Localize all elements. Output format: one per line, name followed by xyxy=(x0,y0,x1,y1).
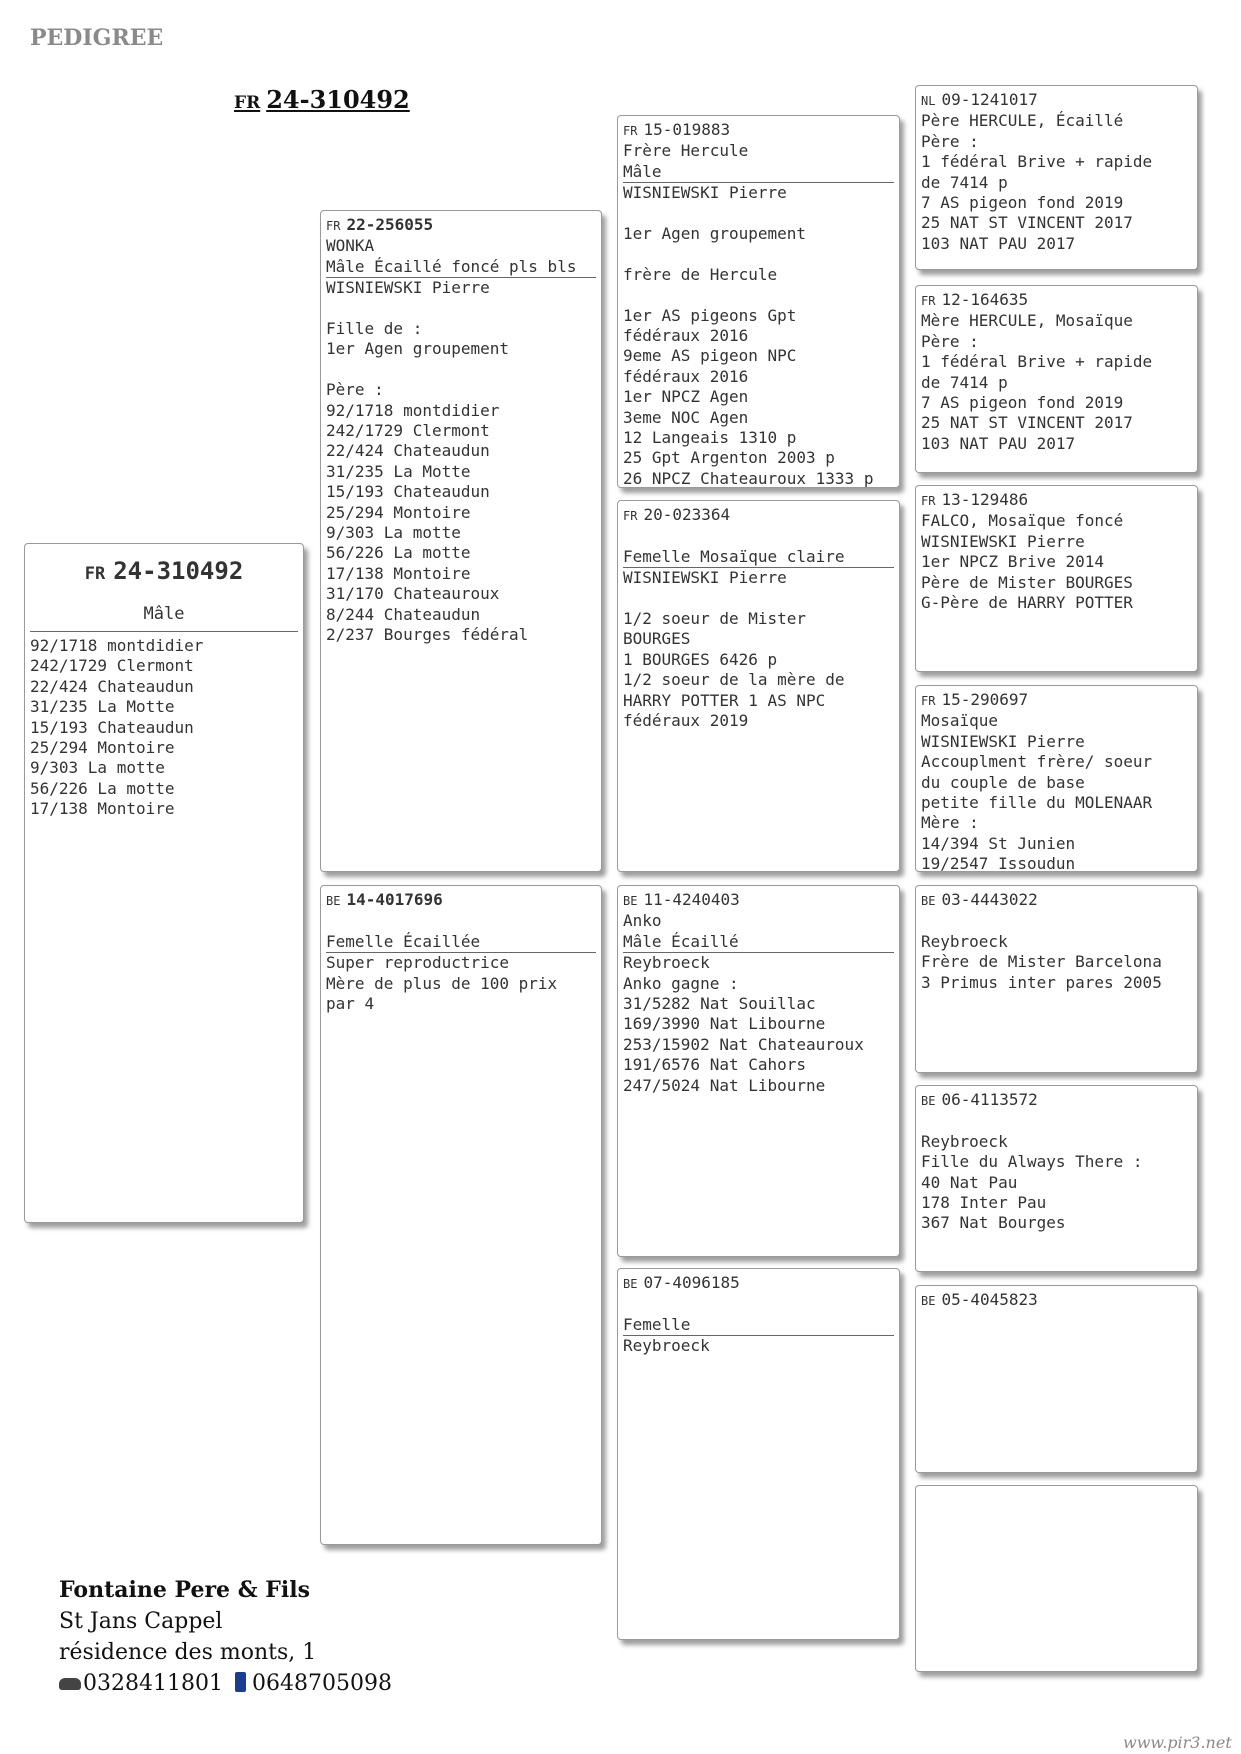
info-line: petite fille du MOLENAAR xyxy=(921,793,1153,813)
father-mother-card xyxy=(617,500,900,872)
pigeon-color: Femelle Mosaïque claire xyxy=(623,547,894,568)
info-line: 25/294 Montoire xyxy=(326,502,471,522)
breeder-name: Fontaine Pere & Fils xyxy=(59,1577,310,1603)
info-line: 8/244 Chateaudun xyxy=(326,604,481,624)
ffm-card xyxy=(915,285,1198,473)
info-line: Père de Mister BOURGES xyxy=(921,572,1133,592)
info-line xyxy=(921,1111,1192,1131)
ring-value: 13-129486 xyxy=(941,490,1029,509)
info-line: Mosaïque xyxy=(921,711,999,731)
ring-number xyxy=(921,1290,1192,1311)
info-line: 12 Langeais 1310 p xyxy=(623,428,797,448)
info-line: par 4 xyxy=(326,994,375,1014)
info-line: 1er NPCZ Agen xyxy=(623,387,749,407)
pigeon-name: WONKA xyxy=(326,236,375,256)
info-line: Frère de Mister Barcelona xyxy=(921,952,1162,972)
result-line: 25/294 Montoire xyxy=(30,738,175,758)
subject-card xyxy=(24,543,304,1223)
info-line: 242/1729 Clermont xyxy=(326,421,490,441)
info-line: Père HERCULE, Écaillé xyxy=(921,111,1124,131)
info-line xyxy=(623,589,894,609)
mother-father-card xyxy=(617,885,900,1257)
ring-value: 14-4017696 xyxy=(346,890,443,909)
info-line: 1 fédéral Brive + rapide xyxy=(921,152,1153,172)
info-line: G-Père de HARRY POTTER xyxy=(921,593,1133,613)
mother-mother-card xyxy=(617,1268,900,1640)
info-line: Reybroeck xyxy=(623,1336,710,1356)
info-line: 191/6576 Nat Cahors xyxy=(623,1055,807,1075)
info-line: 31/5282 Nat Souillac xyxy=(623,994,816,1014)
info-line: 1 fédéral Brive + rapide xyxy=(921,352,1153,372)
info-line: Accouplment frère/ soeur xyxy=(921,752,1153,772)
pigeon-color: Femelle Écaillée xyxy=(326,932,596,953)
ring-number xyxy=(921,690,1192,711)
info-line: 1/2 soeur de la mère de xyxy=(623,670,845,690)
mother-card xyxy=(320,885,602,1545)
info-line: 17/138 Montoire xyxy=(326,563,471,583)
info-line xyxy=(921,911,1192,931)
ring-value: 07-4096185 xyxy=(643,1273,740,1292)
result-line: 17/138 Montoire xyxy=(30,799,175,819)
mmm-card xyxy=(915,1485,1198,1672)
breeder-mobile: 0648705098 xyxy=(251,1671,392,1696)
mff-card xyxy=(915,885,1198,1073)
ring-country: FR xyxy=(921,694,936,708)
info-line: BOURGES xyxy=(623,629,691,649)
info-line: WISNIEWSKI Pierre xyxy=(921,731,1085,751)
subject-country: FR xyxy=(84,564,106,584)
info-line: de 7414 p xyxy=(921,372,1008,392)
info-line: 247/5024 Nat Libourne xyxy=(623,1075,826,1095)
info-line: 31/235 La Motte xyxy=(326,461,471,481)
ring-number xyxy=(623,505,894,526)
ring-country: BE xyxy=(921,894,936,908)
info-line: 1/2 soeur de Mister xyxy=(623,609,807,628)
info-line: Père : xyxy=(326,380,384,400)
info-line: 9/303 La motte xyxy=(326,523,461,543)
result-line: 22/424 Chateaudun xyxy=(30,676,194,696)
ring-country: FR xyxy=(921,494,936,508)
info-line: 2/237 Bourges fédéral xyxy=(326,625,529,645)
ring-country: FR xyxy=(623,509,638,523)
subject-head xyxy=(30,548,298,632)
ring-number xyxy=(921,1090,1192,1111)
breeder-address: résidence des monts, 1 xyxy=(59,1640,317,1665)
info-line: Anko gagne : xyxy=(623,973,739,993)
breeder-city: St Jans Cappel xyxy=(59,1609,223,1634)
info-line: 9eme AS pigeon NPC xyxy=(623,346,797,366)
breeder-phone: 0328411801 xyxy=(83,1671,223,1696)
ring-number xyxy=(326,890,596,911)
result-line: 242/1729 Clermont xyxy=(30,656,194,676)
info-line: de 7414 p xyxy=(921,172,1008,192)
top-ring-number xyxy=(234,85,410,114)
ring-value: 03-4443022 xyxy=(941,890,1038,909)
ring-country: FR xyxy=(921,294,936,308)
info-line: fédéraux 2016 xyxy=(623,326,749,346)
ring-value: 12-164635 xyxy=(941,290,1029,309)
ring-value: 11-4240403 xyxy=(643,890,740,909)
ring-country: BE xyxy=(326,894,341,908)
info-line: Fille du Always There : xyxy=(921,1152,1143,1172)
ring-value: 05-4045823 xyxy=(941,1290,1038,1309)
info-line xyxy=(623,244,894,264)
info-line: FALCO, Mosaïque foncé xyxy=(921,511,1124,531)
subject-sex: Mâle xyxy=(30,601,298,632)
info-line: Reybroeck xyxy=(921,1131,1008,1151)
breeder-phones xyxy=(59,1668,392,1699)
result-line: 9/303 La motte xyxy=(30,758,165,778)
mfm-card xyxy=(915,1085,1198,1272)
info-line: Reybroeck xyxy=(921,931,1008,951)
info-line: WISNIEWSKI Pierre xyxy=(921,531,1085,551)
ring-country: BE xyxy=(623,894,638,908)
ring-number xyxy=(921,890,1192,911)
info-line: WISNIEWSKI Pierre xyxy=(623,568,787,588)
ring-country: FR xyxy=(326,219,341,233)
ring-number xyxy=(921,490,1192,511)
info-line: 25 NAT ST VINCENT 2017 xyxy=(921,213,1133,233)
ring-number xyxy=(921,90,1192,111)
subject-ring-number: 24-310492 xyxy=(113,557,244,585)
pigeon-color: Mâle Écaillé foncé pls bls xyxy=(326,257,596,278)
info-line: du couple de base xyxy=(921,772,1085,792)
info-line: 367 Nat Bourges xyxy=(921,1213,1066,1233)
info-line: Reybroeck xyxy=(623,953,710,973)
ring-number xyxy=(921,1490,1192,1511)
info-line: 1er NPCZ Brive 2014 xyxy=(921,552,1105,572)
top-ring-country: FR xyxy=(234,93,261,113)
pigeon-name: Frère Hercule xyxy=(623,141,749,161)
fmm-card xyxy=(915,685,1198,872)
info-line: Mère de plus de 100 prix xyxy=(326,973,558,993)
page-title: PEDIGREE xyxy=(30,25,164,51)
ring-number xyxy=(921,290,1192,311)
subject-ring xyxy=(30,556,298,589)
ring-country: BE xyxy=(623,1277,638,1291)
ring-value: 15-290697 xyxy=(941,690,1029,709)
info-line xyxy=(623,204,894,224)
result-line: 92/1718 montdidier xyxy=(30,636,204,655)
info-line: 1er Agen groupement xyxy=(326,339,510,359)
ring-value: 20-023364 xyxy=(643,505,731,524)
info-line: 103 NAT PAU 2017 xyxy=(921,233,1076,253)
pigeon-name xyxy=(623,526,894,546)
fmf-card xyxy=(915,485,1198,672)
info-line: 25 NAT ST VINCENT 2017 xyxy=(921,413,1133,433)
info-line: 3eme NOC Agen xyxy=(623,407,749,427)
info-line: 22/424 Chateaudun xyxy=(326,441,490,461)
info-line xyxy=(623,285,894,305)
info-line: 15/193 Chateaudun xyxy=(326,482,490,502)
info-line: Mère HERCULE, Mosaïque xyxy=(921,311,1133,331)
info-line: fédéraux 2019 xyxy=(623,711,749,731)
info-line: 3 Primus inter pares 2005 xyxy=(921,972,1162,992)
info-line: 1er Agen groupement xyxy=(623,224,807,244)
footer-site: www.pir3.net xyxy=(1123,1733,1232,1752)
info-line: 19/2547 Issoudun xyxy=(921,854,1076,872)
ring-number xyxy=(623,120,894,141)
ring-number xyxy=(326,215,596,236)
info-line: 40 Nat Pau xyxy=(921,1172,1018,1192)
info-line: 7 AS pigeon fond 2019 xyxy=(921,393,1124,413)
info-line: 25 Gpt Argenton 2003 p xyxy=(623,448,835,468)
info-line: Père : xyxy=(921,131,979,151)
ring-value: 22-256055 xyxy=(346,215,434,234)
info-line: 26 NPCZ Chateauroux 1333 p xyxy=(623,468,874,488)
top-ring-value: 24-310492 xyxy=(266,85,410,114)
info-line: 103 NAT PAU 2017 xyxy=(921,433,1076,453)
subject-results xyxy=(30,636,298,820)
info-line: HARRY POTTER 1 AS NPC xyxy=(623,690,826,710)
ring-country: FR xyxy=(623,124,638,138)
info-line: Super reproductrice xyxy=(326,953,510,973)
pigeon-color: Femelle xyxy=(623,1315,894,1336)
fff-card xyxy=(915,85,1198,270)
info-line: 253/15902 Nat Chateauroux xyxy=(623,1034,864,1054)
phone-icon xyxy=(59,1678,81,1690)
result-line: 15/193 Chateaudun xyxy=(30,717,194,737)
ring-number xyxy=(623,890,894,911)
result-line: 56/226 La motte xyxy=(30,778,175,798)
pigeon-color: Mâle xyxy=(623,162,894,183)
father-father-card xyxy=(617,115,900,488)
ring-value: 15-019883 xyxy=(643,120,731,139)
info-line: 178 Inter Pau xyxy=(921,1193,1047,1213)
ring-country: NL xyxy=(921,94,936,108)
info-line: Fille de : xyxy=(326,319,423,339)
mmf-card xyxy=(915,1285,1198,1473)
info-line: Père : xyxy=(921,331,979,351)
breeder-info xyxy=(59,1575,392,1699)
pigeon-color: Mâle Écaillé xyxy=(623,932,894,953)
ring-number xyxy=(623,1273,894,1294)
info-line xyxy=(326,360,596,380)
info-line xyxy=(326,299,596,319)
pigeon-name xyxy=(623,1294,894,1314)
ring-value: 06-4113572 xyxy=(941,1090,1038,1109)
info-line: WISNIEWSKI Pierre xyxy=(623,183,787,203)
ring-value: 09-1241017 xyxy=(941,90,1038,109)
info-line: Mère : xyxy=(921,813,979,833)
info-line: 14/394 St Junien xyxy=(921,833,1076,853)
ring-country: BE xyxy=(921,1094,936,1108)
pigeon-name xyxy=(326,911,596,931)
pigeon-name: Anko xyxy=(623,911,662,931)
info-line: 31/170 Chateauroux xyxy=(326,584,500,604)
info-line: 92/1718 montdidier xyxy=(326,400,500,420)
result-line: 31/235 La Motte xyxy=(30,697,175,717)
ring-country: BE xyxy=(921,1294,936,1308)
info-line: 169/3990 Nat Libourne xyxy=(623,1014,826,1034)
mobile-phone-icon xyxy=(235,1672,246,1692)
info-line: 1 BOURGES 6426 p xyxy=(623,649,778,669)
info-line: frère de Hercule xyxy=(623,264,778,284)
info-line: 7 AS pigeon fond 2019 xyxy=(921,193,1124,213)
info-line: fédéraux 2016 xyxy=(623,366,749,386)
father-card xyxy=(320,210,602,872)
info-line: 56/226 La motte xyxy=(326,543,471,563)
info-line: 1er AS pigeons Gpt xyxy=(623,305,797,325)
info-line: WISNIEWSKI Pierre xyxy=(326,278,490,298)
